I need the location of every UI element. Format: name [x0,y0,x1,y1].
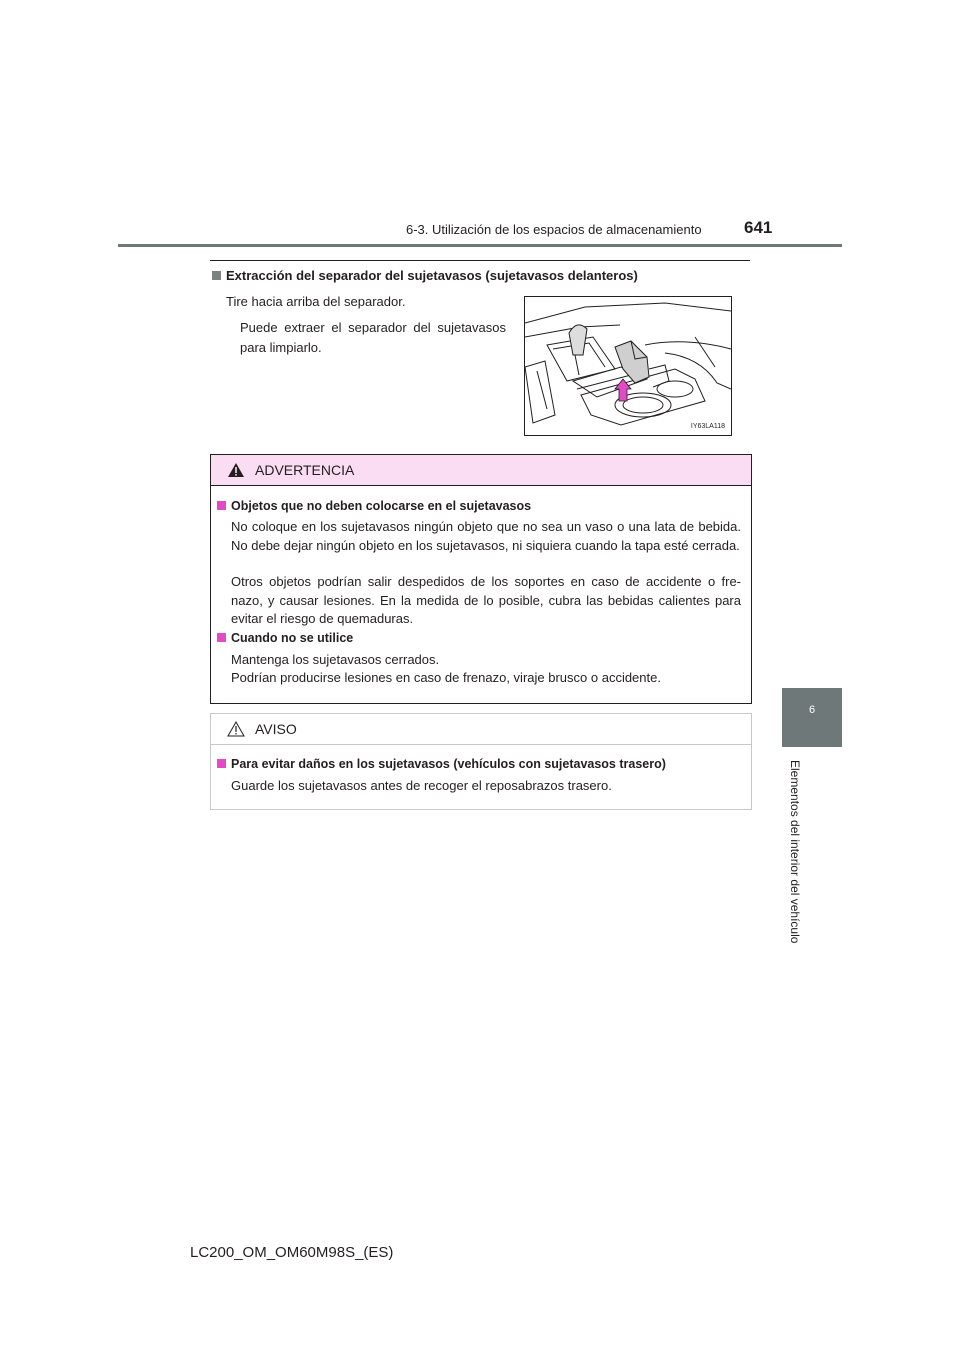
warning-item-text: Mantenga los sujetavasos cerrados. [231,652,440,667]
chapter-tab [782,688,842,747]
warning-triangle-icon [227,462,245,483]
cup-holder-illustration [524,296,732,436]
section-rule [210,260,750,261]
pink-square-bullet-icon [217,759,226,768]
notice-label: AVISO [255,721,297,737]
warning-item-text: Otros objetos podrían salir despedidos de los soportes en caso de accidente o fre- nazo, y causar lesiones. En la medida de lo posible, cubra las bebidas calientes para evitar el riesgo de quemaduras. [231,574,741,626]
warning-item-heading: Objetos que no deben colocarse en el sujetavasos [217,499,531,513]
warning-label: ADVERTENCIA [255,462,355,478]
notice-item-heading: Para evitar daños en los sujetavasos (vehículos con sujetavasos trasero) [217,757,666,771]
chapter-title: Elementos del interior del vehículo [788,760,802,944]
warning-item-text: Podrían producirse lesiones en caso de frenazo, viraje brusco o accidente. [231,670,661,685]
chapter-number: 6 [808,704,816,716]
warning-box [210,454,752,704]
page-number: 641 [744,218,773,237]
header-rule [118,244,842,247]
document-code: LC200_OM_OM60M98S_(ES) [190,1244,394,1261]
notice-header [211,714,751,745]
instruction-note: Puede extraer el separador del sujetavasos para limpiarlo. [240,320,506,355]
warning-item-heading: Cuando no se utilice [217,631,353,645]
grey-square-bullet-icon [212,271,221,280]
warning-header [211,455,751,486]
instruction-step: Tire hacia arriba del separador. [226,294,406,309]
section-heading: Extracción del separador del sujetavasos (sujetavasos delanteros) [212,268,638,283]
figure-code: IY63LA118 [690,423,725,430]
caution-triangle-icon [227,721,245,742]
pink-square-bullet-icon [217,501,226,510]
notice-item-text: Guarde los sujetavasos antes de recoger el reposabrazos trasero. [231,778,612,793]
console-drawing [525,297,731,435]
pink-square-bullet-icon [217,633,226,642]
section-title: 6-3. Utilización de los espacios de almacenamiento [406,222,702,237]
warning-item-text: No coloque en los sujetavasos ningún objeto que no sea un vaso o una lata de bebida. No debe dejar ningún objeto en los sujetavasos, ni siquiera cuando la tapa esté cerrada. [231,519,741,553]
notice-box [210,713,752,810]
